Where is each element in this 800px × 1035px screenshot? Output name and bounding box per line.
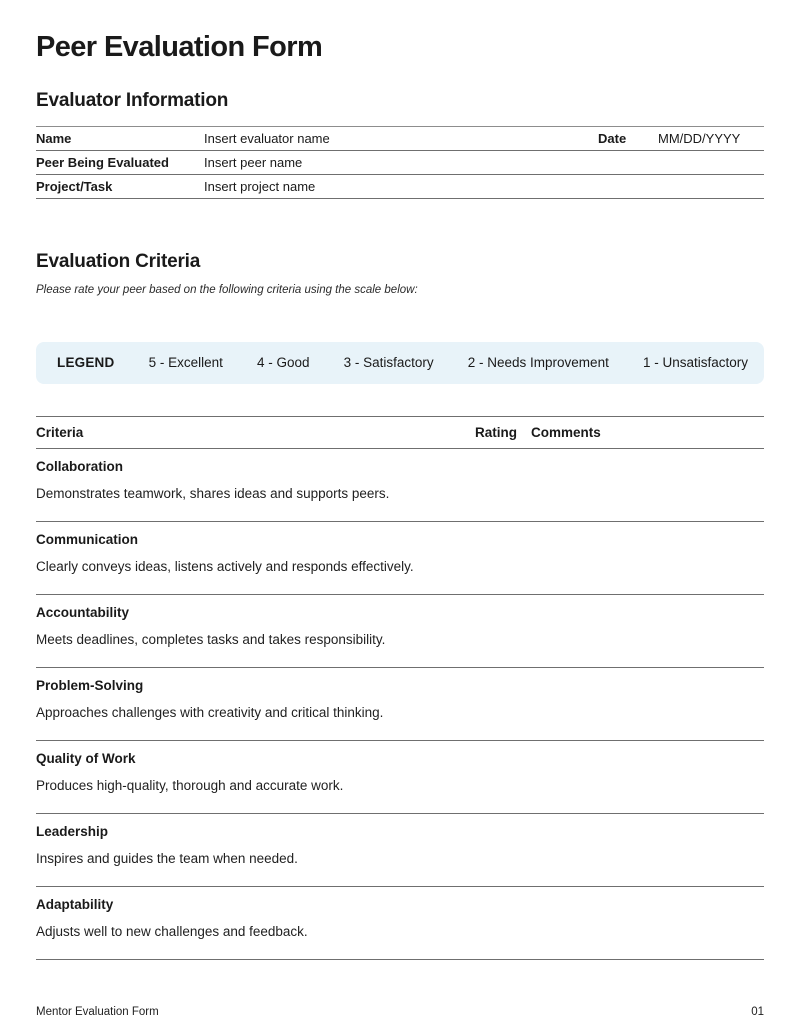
table-row	[36, 151, 764, 175]
criteria-name: Problem-Solving	[36, 677, 144, 693]
rating-column-header: Rating	[475, 424, 517, 440]
criteria-description: Clearly conveys ideas, listens actively and responds effectively.	[36, 558, 414, 574]
legend-item-unsatisfactory: 1 - Unsatisfactory	[642, 355, 748, 371]
section-heading-evaluator-information: Evaluator Information	[36, 89, 229, 111]
table-row-collaboration	[36, 449, 764, 522]
table-row	[36, 127, 764, 151]
criteria-column-header: Criteria	[36, 424, 84, 440]
evaluator-name-field[interactable]: Insert evaluator name	[204, 130, 330, 146]
criteria-description: Produces high-quality, thorough and accurate work.	[36, 777, 344, 793]
rating-instruction-text: Please rate your peer based on the following criteria using the scale below:	[36, 283, 418, 296]
criteria-table-header	[36, 417, 764, 449]
criteria-description: Approaches challenges with creativity and critical thinking.	[36, 704, 384, 720]
date-field[interactable]: MM/DD/YYYY	[658, 130, 741, 146]
legend-bar	[36, 342, 764, 384]
evaluator-info-table	[36, 126, 764, 199]
criteria-description: Adjusts well to new challenges and feedback.	[36, 923, 308, 939]
table-row-problem-solving	[36, 668, 764, 741]
criteria-name: Leadership	[36, 823, 109, 839]
table-row-communication	[36, 522, 764, 595]
criteria-description: Meets deadlines, completes tasks and takes responsibility.	[36, 631, 386, 647]
table-row-adaptability	[36, 887, 764, 960]
criteria-description: Inspires and guides the team when needed.	[36, 850, 298, 866]
project-label: Project/Task	[36, 178, 113, 194]
criteria-name: Adaptability	[36, 896, 114, 912]
criteria-name: Accountability	[36, 604, 130, 620]
criteria-table	[36, 416, 764, 960]
name-label: Name	[36, 130, 72, 146]
legend-item-satisfactory: 3 - Satisfactory	[343, 355, 434, 371]
peer-label: Peer Being Evaluated	[36, 154, 169, 170]
table-row-quality-of-work	[36, 741, 764, 814]
legend-item-needs-improvement: 2 - Needs Improvement	[467, 355, 609, 371]
footer-document-name: Mentor Evaluation Form	[36, 1006, 159, 1018]
page-footer	[36, 1006, 764, 1018]
legend-item-excellent: 5 - Excellent	[148, 355, 223, 371]
page-title: Peer Evaluation Form	[36, 31, 323, 63]
comments-column-header: Comments	[531, 424, 601, 440]
peer-name-field[interactable]: Insert peer name	[204, 154, 303, 170]
criteria-description: Demonstrates teamwork, shares ideas and supports peers.	[36, 485, 390, 501]
footer-page-number: 01	[751, 1006, 764, 1018]
table-row	[36, 175, 764, 199]
table-row-leadership	[36, 814, 764, 887]
criteria-name: Collaboration	[36, 458, 123, 474]
criteria-name: Quality of Work	[36, 750, 136, 766]
table-row-accountability	[36, 595, 764, 668]
legend-item-good: 4 - Good	[256, 355, 310, 371]
criteria-name: Communication	[36, 531, 139, 547]
section-heading-evaluation-criteria: Evaluation Criteria	[36, 250, 201, 272]
date-label: Date	[598, 130, 627, 146]
project-name-field[interactable]: Insert project name	[204, 178, 316, 194]
legend-label: LEGEND	[57, 355, 115, 371]
